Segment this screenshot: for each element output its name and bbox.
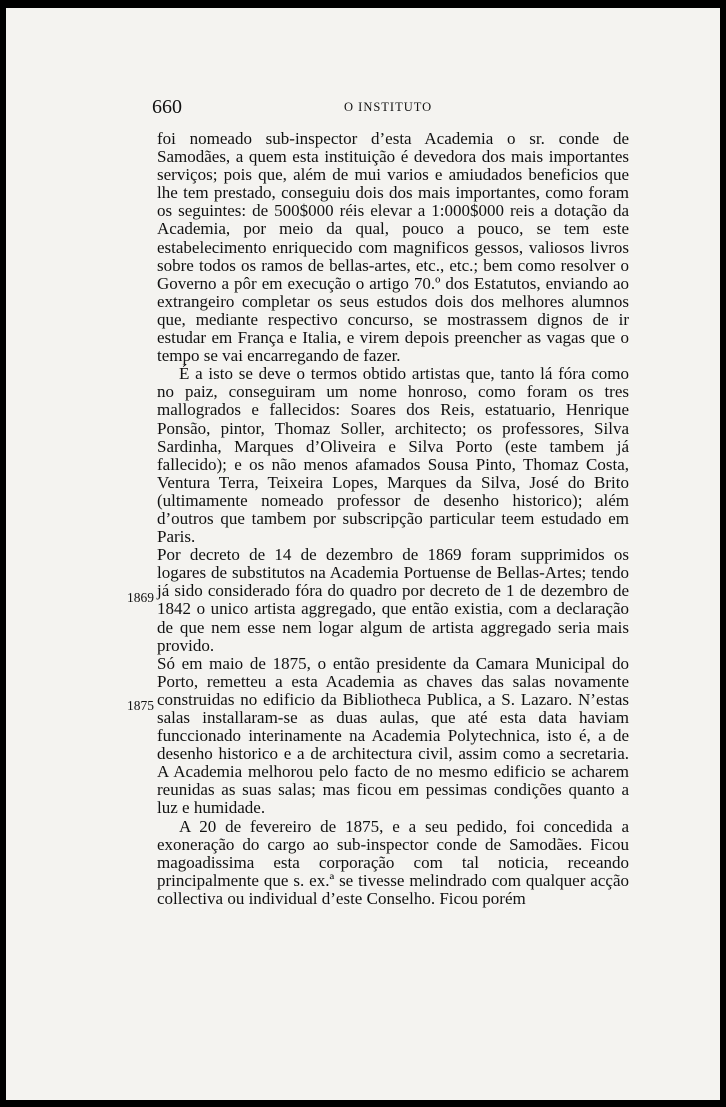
paragraph-samodaes: foi nomeado sub-inspector d’esta Academia o sr. conde de Samodães, a quem esta instituição é devedora dos mais importantes serviços; pois que, além de mui varios e amiudados beneficios que lhe tem prestado, conseguiu dois dos mais importantes, como foram os seguintes: de 500$000 réis elevar a 1:000$000 reis a dotação da Academia, por meio da qual, pouco a pouco, se tem este estabelecimento enriquecido com magnificos gessos, valiosos livros sobre todos os ramos de bellas-artes, etc., etc.; bem como resolver o Governo a pôr em execução o artigo 70.º dos Estatutos, enviando ao extrangeiro completar os seus estudos dois dos melhores alumnos que, mediante respectivo concurso, se mostrassem dignos de ir estudar em França e Italia, e virem depois preencher as vagas que o tempo se vai encarregando de fazer. [157,129,629,366]
margin-year-1869: 1869 [127,590,154,605]
paragraph-february-1875: A 20 de fevereiro de 1875, e a seu pedido, foi concedida a exoneração do cargo ao sub-inspector conde de Samodães. Ficou magoadissima esta corporação com tal noticia, receando principalmente que s. ex.ª se tivesse melindrado com qualquer acção collectiva ou individual d’este Conselho. Ficou porém [157,816,629,908]
paragraph-may-1875: Só em maio de 1875, o então presidente da Camara Municipal do Porto, remetteu a esta Academia as chaves das salas novamente construidas no edificio da Bibliotheca Publica, a S. Lazaro. N’estas salas installaram-se as duas aulas, que até esta data haviam funccionado interinamente na Academia Polytechnica, isto é, a de desenho historico e a de architectura civil, assim como a secretaria. A Academia melhorou pelo facto de no mesmo edificio se acharem reunidas as suas salas; mas ficou em pessimas condições quanto a luz e humidade. [157,653,629,818]
paragraph-decree-1869: Por decreto de 14 de dezembro de 1869 foram supprimidos os logares de substitutos na Academia Portuense de Bellas-Artes; tendo já sido considerado fóra do quadro por decreto de 1 de dezembro de 1842 o unico artista aggregado, que então existia, com a declaração de que nem esse nem logar algum de artista aggregado seria mais provido. [157,545,629,655]
margin-year-1875: 1875 [127,698,154,713]
running-title: O INSTITUTO [344,100,433,114]
body-text [157,130,629,908]
page-number: 660 [152,96,182,118]
page-header [152,96,632,120]
paragraph-artists: É a isto se deve o termos obtido artistas que, tanto lá fóra como no paiz, conseguiram um nome honroso, como foram os tres mallogrados e fallecidos: Soares dos Reis, estatuario, Henrique Ponsão, pintor, Thomaz Soller, architecto; os professores, Silva Sardinha, Marques d’Oliveira e Silva Porto (este tambem já fallecido); e os não menos afamados Sousa Pinto, Thomaz Costa, Ventura Terra, Teixeira Lopes, Marques da Silva, José do Brito (ultimamente nomeado professor de desenho historico); além d’outros que tambem por subscripção particular teem estudado em Paris. [157,364,629,547]
